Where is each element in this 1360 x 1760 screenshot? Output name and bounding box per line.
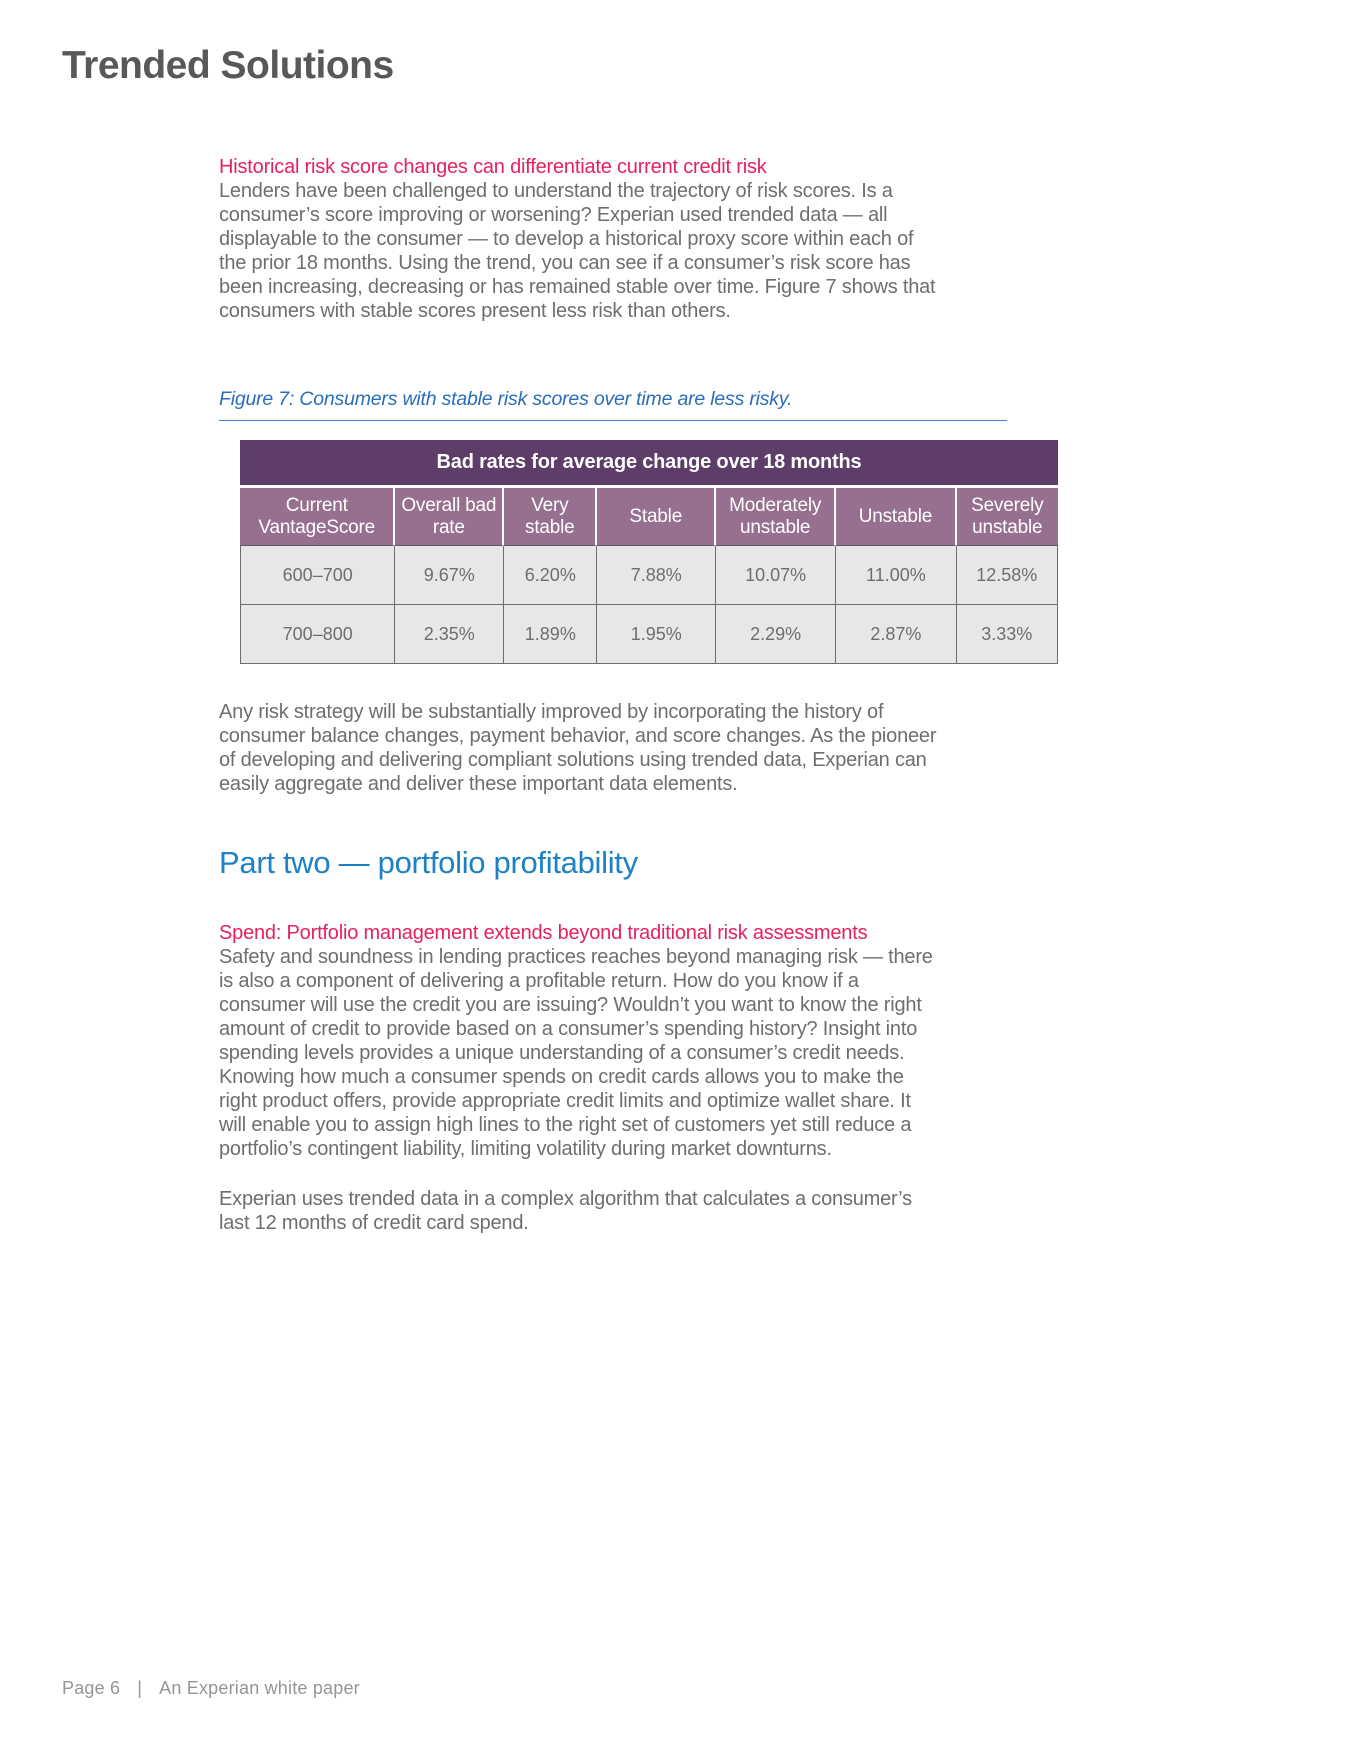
spend-paragraph: Safety and soundness in lending practices reaches beyond managing risk — there is also a component of delivering a profitable return. How do you know if a consumer will use the credit you are issuing? Wouldn’t you want to know the right amount of credit to provide based on a consumer’s spending history? Insight into spending levels provides a unique understanding of a consumer’s credit needs. Knowing how much a consumer spends on credit cards allows you to make the right product offers, provide appropriate credit limits and optimize wallet share. It will enable you to assign high lines to the right set of customers yet still reduce a portfolio’s contingent liability, limiting volatility during market downturns. (219, 946, 933, 1160)
figure-caption: Figure 7: Consumers with stable risk scores over time are less risky. (219, 388, 793, 410)
column-header-moderately-unstable: Moderately unstable (716, 488, 836, 546)
table-cell: 10.07% (716, 546, 836, 605)
column-header-unstable: Unstable (836, 488, 956, 546)
spend-paragraph-2: Experian uses trended data in a complex algorithm that calculates a consumer’s last 12 months of credit card spend. (219, 1188, 912, 1234)
risk-section-heading: Historical risk score changes can differentiate current credit risk (219, 156, 767, 178)
column-header-severely-unstable: Severely unstable (957, 488, 1058, 546)
spend-section (219, 921, 941, 1235)
column-header-very-stable: Very stable (504, 488, 597, 546)
table-cell: 11.00% (836, 546, 956, 605)
summary-paragraph: Any risk strategy will be substantially improved by incorporating the history of consumer balance changes, payment behavior, and score changes. As the pioneer of developing and delivering compliant solutions using trended data, Experian can easily aggregate and deliver these important data elements. (219, 701, 937, 795)
figure-caption-rule (219, 388, 1007, 421)
table-cell: 6.20% (504, 546, 597, 605)
footer-separator: | (137, 1678, 143, 1698)
table-cell: 1.95% (597, 605, 716, 664)
table-cell: 9.67% (395, 546, 504, 605)
table-cell: 2.87% (836, 605, 956, 664)
table-cell: 600–700 (240, 546, 395, 605)
table-cell: 2.29% (716, 605, 836, 664)
table-title: Bad rates for average change over 18 months (240, 440, 1058, 488)
column-header-current-vantagescore: Current VantageScore (240, 488, 395, 546)
bad-rates-table (240, 440, 1058, 664)
footer-text: An Experian white paper (159, 1678, 360, 1698)
page-title: Trended Solutions (62, 44, 394, 87)
table-title-row (240, 440, 1058, 488)
summary-section (219, 700, 954, 796)
spend-heading: Spend: Portfolio management extends beyond traditional risk assessments (219, 922, 868, 944)
table-row (240, 605, 1058, 664)
table-cell: 12.58% (957, 546, 1058, 605)
table-row (240, 546, 1058, 605)
risk-score-section (219, 155, 937, 323)
part-two-heading: Part two — portfolio profitability (219, 845, 638, 880)
table-cell: 1.89% (504, 605, 597, 664)
page-number: Page 6 (62, 1678, 121, 1698)
table-cell: 3.33% (957, 605, 1058, 664)
table-cell: 2.35% (395, 605, 504, 664)
table-cell: 7.88% (597, 546, 716, 605)
table-cell: 700–800 (240, 605, 395, 664)
column-header-overall-bad-rate: Overall bad rate (395, 488, 504, 546)
column-header-stable: Stable (597, 488, 716, 546)
risk-section-paragraph: Lenders have been challenged to understand the trajectory of risk scores. Is a consumer’s score improving or worsening? Experian used trended data — all displayable to the consumer — to develop a historical proxy score within each of the prior 18 months. Using the trend, you can see if a consumer’s risk score has been increasing, decreasing or has remained stable over time. Figure 7 shows that consumers with stable scores present less risk than others. (219, 180, 936, 322)
footer (62, 1678, 360, 1699)
table-header-row (240, 488, 1058, 546)
